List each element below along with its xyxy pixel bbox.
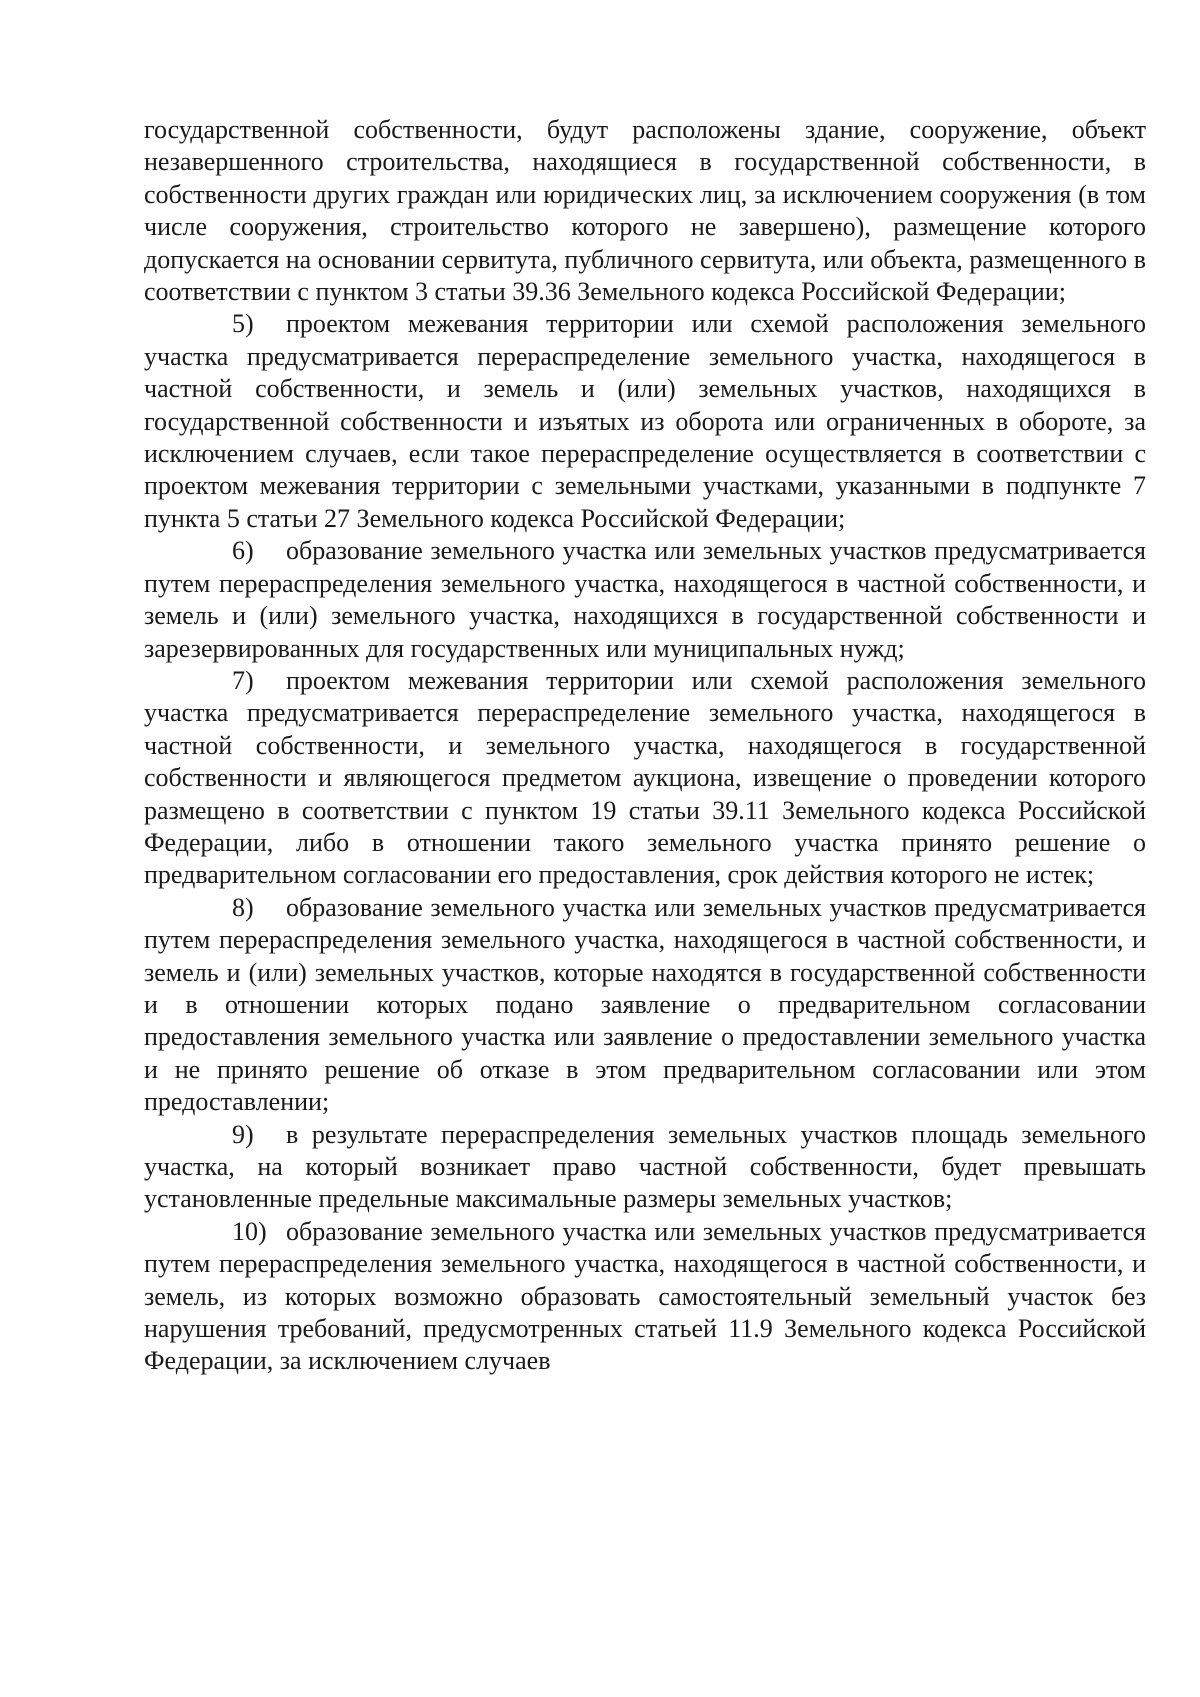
list-item-number: 7)	[232, 665, 254, 695]
list-item-8	[144, 892, 1146, 1119]
list-item-5	[144, 308, 1146, 535]
list-item-text: образование земельного участка или земельных участков предусматривается путем перераспределения земельного участка, находящегося в частной собственности, и земель, из которых возможно образовать самостоятельный земельный участок без нарушения требований, предусмотренных статьей 11.9 Земельного кодекса Российской Федерации, за исключением случаев	[144, 1216, 1146, 1376]
list-item-7	[144, 665, 1146, 892]
list-item-number: 8)	[232, 892, 254, 922]
list-item-number: 5)	[232, 309, 254, 339]
intro-paragraph: государственной собственности, будут расположены здание, сооружение, объект незавершенного строительства, находящиеся в государственной собственности, в собственности других граждан или юридических лиц, за исключением сооружения (в том числе сооружения, строительство которого не завершено), размещение которого допускается на основании сервитута, публичного сервитута, или объекта, размещенного в соответствии с пунктом 3 статьи 39.36 Земельного кодекса Российской Федерации;	[144, 115, 1146, 307]
list-item-text: проектом межевания территории или схемой расположения земельного участка предусматривается перераспределение земельного участка, находящегося в частной собственности, и земель и (или) земельных участков, находящихся в государственной собственности и изъятых из оборота или ограниченных в обороте, за исключением случаев, если такое перераспределение осуществляется в соответствии с проектом межевания территории с земельными участками, указанными в подпункте 7 пункта 5 статьи 27 Земельного кодекса Российской Федерации;	[144, 309, 1146, 533]
list-item-number: 10)	[232, 1216, 267, 1246]
list-item-text: в результате перераспределения земельных участков площадь земельного участка, на который возникает право частной собственности, будет превышать установленные предельные максимальные размеры земельных участков;	[144, 1119, 1146, 1214]
list-item-text: образование земельного участка или земельных участков предусматривается путем перераспределения земельного участка, находящегося в частной собственности, и земель и (или) земельных участков, которые находятся в государственной собственности и в отношении которых подано заявление о предварительном согласовании предоставления земельного участка или заявление о предоставлении земельного участка и не принято решение об отказе в этом предварительном согласовании или этом предоставлении;	[144, 892, 1146, 1117]
list-item-10	[144, 1216, 1146, 1378]
list-item-text: образование земельного участка или земельных участков предусматривается путем перераспределения земельного участка, находящегося в частной собственности, и земель и (или) земельного участка, находящихся в государственной собственности и зарезервированных для государственных или муниципальных нужд;	[144, 536, 1146, 663]
list-item-9	[144, 1119, 1146, 1216]
list-item-text: проектом межевания территории или схемой расположения земельного участка предусматривается перераспределение земельного участка, находящегося в частной собственности, и земельного участка, находящегося в государственной собственности и являющегося предметом аукциона, извещение о проведении которого размещено в соответствии с пунктом 19 статьи 39.11 Земельного кодекса Российской Федерации, либо в отношении такого земельного участка принято решение о предварительном согласовании его предоставления, срок действия которого не истек;	[144, 665, 1146, 890]
list-item-6	[144, 535, 1146, 665]
list-item-number: 6)	[232, 536, 254, 566]
document-body	[144, 114, 1146, 1378]
list-item-number: 9)	[232, 1119, 254, 1149]
